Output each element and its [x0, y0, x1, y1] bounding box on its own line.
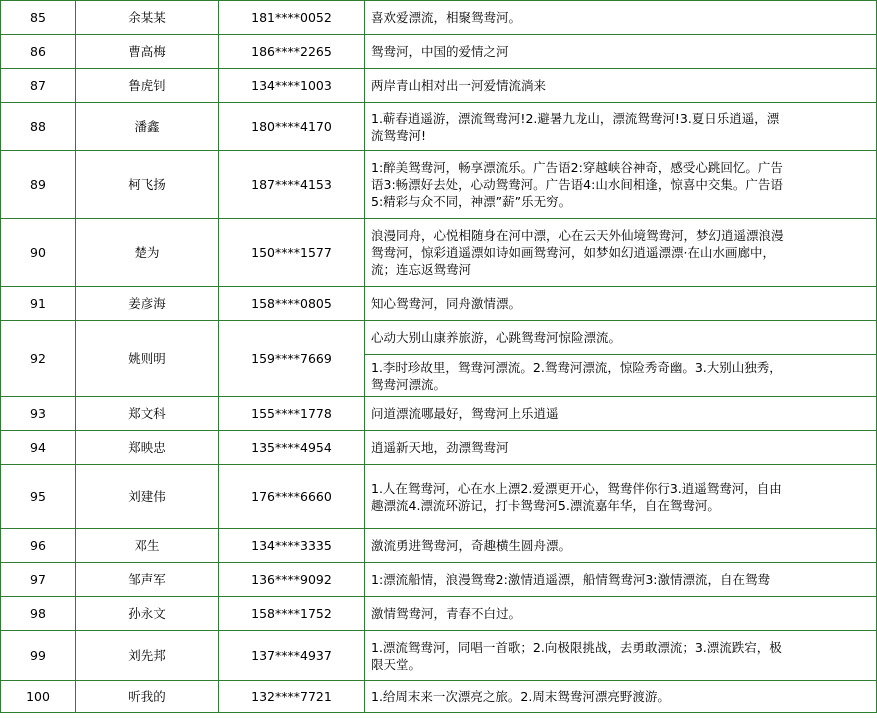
slogan-cell: 心动大别山康养旅游，心跳鸳鸯河惊险漂流。	[365, 321, 877, 355]
table-row	[1, 529, 877, 563]
slogan-cell: 激流勇进鸳鸯河，奇趣横生圆舟漂。	[365, 529, 877, 563]
phone-number: 136****9092	[219, 563, 365, 597]
row-number: 85	[1, 1, 76, 35]
table-row	[1, 431, 877, 465]
phone-number: 159****7669	[219, 321, 365, 397]
participant-name: 鲁虎钊	[76, 69, 219, 103]
row-number: 97	[1, 563, 76, 597]
phone-number: 150****1577	[219, 219, 365, 287]
table-body	[1, 1, 877, 713]
row-number: 86	[1, 35, 76, 69]
participant-name: 潘鑫	[76, 103, 219, 151]
participant-name: 刘先邦	[76, 631, 219, 681]
phone-number: 158****0805	[219, 287, 365, 321]
slogan-cell: 两岸青山相对出一河爱情流淌来	[365, 69, 877, 103]
slogan-cell: 逍遥新天地，劲漂鸳鸯河	[365, 431, 877, 465]
table-row	[1, 151, 877, 219]
participant-name: 邹声军	[76, 563, 219, 597]
table-row	[1, 597, 877, 631]
table-row	[1, 631, 877, 681]
row-number: 89	[1, 151, 76, 219]
participant-name: 柯飞扬	[76, 151, 219, 219]
participant-name: 姜彦海	[76, 287, 219, 321]
participant-name: 邓生	[76, 529, 219, 563]
table-row	[1, 1, 877, 35]
row-number: 93	[1, 397, 76, 431]
row-number: 98	[1, 597, 76, 631]
slogan-cell: 喜欢爱漂流，相聚鸳鸯河。	[365, 1, 877, 35]
slogan-cell: 1.人在鸳鸯河，心在水上漂2.爱漂更开心，鸳鸯伴你行3.逍遥鸳鸯河，自由 趣漂流4.漂流环游记，打卡鸳鸯河5.漂流嘉年华，自在鸳鸯河。	[365, 465, 877, 529]
phone-number: 181****0052	[219, 1, 365, 35]
participant-name: 楚为	[76, 219, 219, 287]
participant-name: 郑文科	[76, 397, 219, 431]
phone-number: 180****4170	[219, 103, 365, 151]
phone-number: 187****4153	[219, 151, 365, 219]
slogan-cell: 激情鸳鸯河，青春不白过。	[365, 597, 877, 631]
participant-name: 听我的	[76, 681, 219, 713]
slogan-cell: 知心鸳鸯河，同舟激情漂。	[365, 287, 877, 321]
slogan-cell: 1.漂流鸳鸯河，同唱一首歌；2.向极限挑战，去勇敢漂流；3.漂流跌宕，极 限天堂。	[365, 631, 877, 681]
phone-number: 137****4937	[219, 631, 365, 681]
table-row	[1, 219, 877, 287]
table-row	[1, 287, 877, 321]
row-number: 99	[1, 631, 76, 681]
phone-number: 134****3335	[219, 529, 365, 563]
slogan-cell: 鸳鸯河，中国的爱情之河	[365, 35, 877, 69]
phone-number: 132****7721	[219, 681, 365, 713]
slogan-cell: 1.李时珍故里，鸳鸯河漂流。2.鸳鸯河漂流，惊险秀奇幽。3.大别山独秀， 鸳鸯河漂流。	[365, 355, 877, 397]
slogan-cell: 浪漫同舟，心悦相随身在河中漂，心在云天外仙境鸳鸯河，梦幻逍遥漂浪漫 鸳鸯河，惊彩逍遥漂如诗如画鸳鸯河，如梦如幻逍遥漂漂·在山水画廊中， 流；连忘返鸳鸯河	[365, 219, 877, 287]
row-number: 91	[1, 287, 76, 321]
slogan-cell: 1.给周末来一次漂亮之旅。2.周末鸳鸯河漂亮野渡游。	[365, 681, 877, 713]
table-row	[1, 103, 877, 151]
slogan-cell: 1:漂流船情，浪漫鸳鸯2:激情逍遥漂，船情鸳鸯河3:激情漂流，自在鸳鸯	[365, 563, 877, 597]
participant-name: 姚则明	[76, 321, 219, 397]
row-number: 96	[1, 529, 76, 563]
phone-number: 186****2265	[219, 35, 365, 69]
slogan-cell: 1:醉美鸳鸯河，畅享漂流乐。广告语2:穿越峡谷神奇，感受心跳回忆。广告 语3:畅漂好去处，心动鸳鸯河。广告语4:山水间相逢，惊喜中交集。广告语 5:精彩与众不同，神漂”薪”乐无穷。	[365, 151, 877, 219]
phone-number: 155****1778	[219, 397, 365, 431]
phone-number: 135****4954	[219, 431, 365, 465]
row-number: 92	[1, 321, 76, 397]
participant-name: 余某某	[76, 1, 219, 35]
phone-number: 134****1003	[219, 69, 365, 103]
table-row	[1, 397, 877, 431]
table-row	[1, 563, 877, 597]
table-row	[1, 69, 877, 103]
participant-name: 刘建伟	[76, 465, 219, 529]
slogan-cell: 1.蕲春逍遥游，漂流鸳鸯河!2.避暑九龙山，漂流鸳鸯河!3.夏日乐逍遥，漂 流鸳鸯河!	[365, 103, 877, 151]
row-number: 87	[1, 69, 76, 103]
table-row	[1, 465, 877, 529]
row-number: 94	[1, 431, 76, 465]
row-number: 95	[1, 465, 76, 529]
table-row	[1, 321, 877, 355]
table-row	[1, 35, 877, 69]
table-row	[1, 681, 877, 713]
participant-name: 曹高梅	[76, 35, 219, 69]
row-number: 100	[1, 681, 76, 713]
slogan-cell: 问道漂流哪最好，鸳鸯河上乐逍遥	[365, 397, 877, 431]
row-number: 90	[1, 219, 76, 287]
participant-name: 郑映忠	[76, 431, 219, 465]
phone-number: 176****6660	[219, 465, 365, 529]
row-number: 88	[1, 103, 76, 151]
phone-number: 158****1752	[219, 597, 365, 631]
participant-name: 孙永文	[76, 597, 219, 631]
